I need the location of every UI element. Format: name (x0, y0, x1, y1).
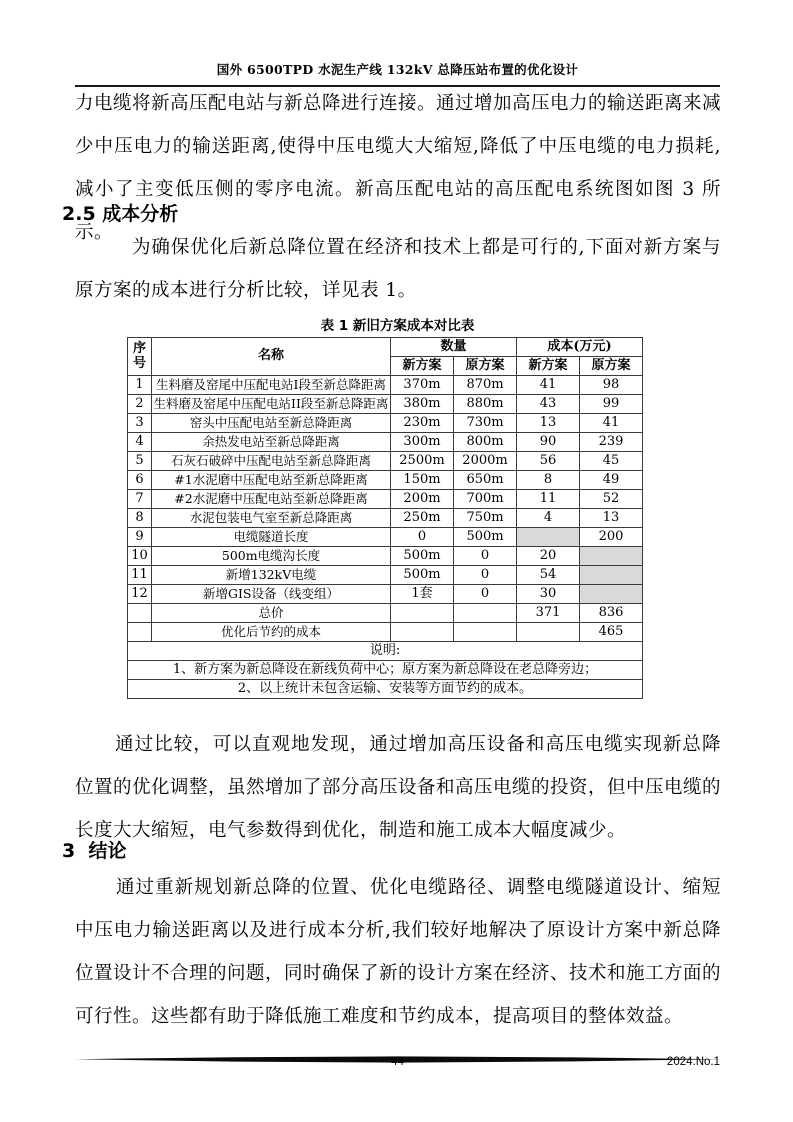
table-cell-cost_new: 43 (517, 395, 580, 414)
table-note: 说明: (128, 642, 643, 661)
table-cell-qty_new: 200m (391, 490, 454, 509)
column-header-qty-old: 原方案 (454, 357, 517, 376)
table-row (128, 395, 643, 414)
table-cell-qty_old: 500m (454, 528, 517, 547)
table-cell-no: 5 (128, 452, 152, 471)
page-footer (75, 1056, 720, 1068)
table-cell-cost_old: 13 (580, 509, 643, 528)
table-cell-qty_new (391, 623, 454, 642)
table-cell-name: 水泥包装电气室至新总降距离 (152, 509, 391, 528)
table-cell-qty_new: 250m (391, 509, 454, 528)
table-cell-cost_new: 90 (517, 433, 580, 452)
table-cell-cost_old (580, 566, 643, 585)
table-cell-cost_new: 41 (517, 376, 580, 395)
table-note: 2、以上统计未包含运输、安装等方面节约的成本。 (128, 680, 643, 699)
table-cell-qty_new (391, 604, 454, 623)
table-row (128, 604, 643, 623)
table-cell-qty_old: 2000m (454, 452, 517, 471)
table-note-row (128, 642, 643, 661)
table-cell-no: 10 (128, 547, 152, 566)
table-cell-cost_new: 30 (517, 585, 580, 604)
table-cell-name: 新增GIS设备（线变组） (152, 585, 391, 604)
table-cell-cost_old (580, 547, 643, 566)
table-cell-qty_old: 0 (454, 547, 517, 566)
table-cell-no: 2 (128, 395, 152, 414)
table-cell-qty_old: 0 (454, 585, 517, 604)
table-header-row-1 (128, 338, 643, 357)
table-caption: 表 1 新旧方案成本对比表 (320, 318, 475, 334)
table-cell-cost_new: 11 (517, 490, 580, 509)
table-cell-no: 12 (128, 585, 152, 604)
table-cell-name: #2水泥磨中压配电站至新总降距离 (152, 490, 391, 509)
table-row (128, 509, 643, 528)
table-cell-qty_new: 0 (391, 528, 454, 547)
table-cell-qty_old: 0 (454, 566, 517, 585)
table-row (128, 547, 643, 566)
column-header-name: 名称 (152, 338, 391, 376)
issue-label: 2024.No.1 (666, 1056, 720, 1068)
table-cell-no: 1 (128, 376, 152, 395)
table-row (128, 433, 643, 452)
table-cell-qty_old: 870m (454, 376, 517, 395)
table-cell-cost_old (580, 585, 643, 604)
column-header-qty-new: 新方案 (391, 357, 454, 376)
table-cell-qty_new: 150m (391, 471, 454, 490)
running-head-title: 国外 6500TPD 水泥生产线 132kV 总降压站布置的优化设计 (216, 62, 579, 77)
table-cell-qty_old: 750m (454, 509, 517, 528)
table-cell-no: 11 (128, 566, 152, 585)
table-cell-no: 8 (128, 509, 152, 528)
table-cell-qty_old: 730m (454, 414, 517, 433)
paragraph-comparison-result: 通过比较，可以直观地发现，通过增加高压设备和高压电缆实现新总降位置的优化调整，虽然增加了部分高压设备和高压电缆的投资，但中压电缆的长度大大缩短，电气参数得到优化，制造和施工成本大幅度减少。 (75, 734, 722, 841)
table-cell-cost_new: 54 (517, 566, 580, 585)
table-cell-cost_old: 49 (580, 471, 643, 490)
paragraph-conclusion: 通过重新规划新总降的位置、优化电缆路径、调整电缆隧道设计、缩短中压电力输送距离以及进行成本分析,我们较好地解决了原设计方案中新总降位置设计不合理的问题，同时确保了新的设计方案在经济、技术和施工方面的可行性。这些都有助于降低施工难度和节约成本，提高项目的整体效益。 (75, 877, 722, 1027)
table-note-row (128, 680, 643, 699)
column-header-cost-new: 新方案 (517, 357, 580, 376)
table-cell-cost_old: 836 (580, 604, 643, 623)
table-cell-cost_old: 52 (580, 490, 643, 509)
table-cell-no: 7 (128, 490, 152, 509)
column-header-cost-old: 原方案 (580, 357, 643, 376)
column-group-cost: 成本(万元) (517, 338, 643, 357)
table-row (128, 585, 643, 604)
table-cell-qty_new: 500m (391, 566, 454, 585)
cost-comparison-table (127, 337, 643, 699)
table-cell-cost_old: 98 (580, 376, 643, 395)
table-cell-no: 6 (128, 471, 152, 490)
table-cell-qty_old: 880m (454, 395, 517, 414)
paragraph-cost-intro: 为确保优化后新总降位置在经济和技术上都是可行的,下面对新方案与原方案的成本进行分析比较，详见表 1。 (75, 237, 721, 301)
table-cell-qty_old (454, 623, 517, 642)
table-note-row (128, 661, 643, 680)
table-header (128, 338, 643, 376)
paragraph-cable-connection: 力电缆将新高压配电站与新总降进行连接。通过增加高压电力的输送距离来减少中压电力的输送距离,使得中压电缆大大缩短,降低了中压电缆的电力损耗,减小了主变低压侧的零序电流。新高压配电站的高压配电系统图如图 3 所示。 (75, 93, 722, 243)
table-cell-name: #1水泥磨中压配电站至新总降距离 (152, 471, 391, 490)
table-cell-name: 窑头中压配电站至新总降距离 (152, 414, 391, 433)
table-cell-cost_new (517, 623, 580, 642)
table-cell-cost_new: 56 (517, 452, 580, 471)
table-cell-qty_new: 300m (391, 433, 454, 452)
table-cell-cost_new: 8 (517, 471, 580, 490)
column-group-quantity: 数量 (391, 338, 517, 357)
table-cell-name: 新增132kV电缆 (152, 566, 391, 585)
table-cell-cost_new (517, 528, 580, 547)
table-note: 1、新方案为新总降设在新线负荷中心；原方案为新总降设在老总降旁边； (128, 661, 643, 680)
table-cell-cost_old: 45 (580, 452, 643, 471)
table-row (128, 414, 643, 433)
table-cell-qty_old (454, 604, 517, 623)
table-cell-cost_old: 239 (580, 433, 643, 452)
table-cell-no (128, 604, 152, 623)
table-cell-name: 生料磨及窑尾中压配电站I段至新总降距离 (152, 376, 391, 395)
table-cell-name: 余热发电站至新总降距离 (152, 433, 391, 452)
page-number: 44 (391, 1056, 404, 1068)
table-cell-no: 9 (128, 528, 152, 547)
table-cell-name: 总价 (152, 604, 391, 623)
table-cell-no (128, 623, 152, 642)
table-cell-name: 石灰石破碎中压配电站至新总降距离 (152, 452, 391, 471)
table-cell-qty_new: 380m (391, 395, 454, 414)
table-cell-cost_old: 200 (580, 528, 643, 547)
cost-table-body (128, 376, 643, 699)
table-cell-no: 3 (128, 414, 152, 433)
table-row (128, 566, 643, 585)
table-cell-name: 500m电缆沟长度 (152, 547, 391, 566)
table-cell-cost_new: 13 (517, 414, 580, 433)
table-cell-cost_old: 99 (580, 395, 643, 414)
table-cell-cost_new: 371 (517, 604, 580, 623)
section-heading-2-5: 2.5 成本分析 (62, 203, 179, 225)
table-cell-name: 电缆隧道长度 (152, 528, 391, 547)
table-cell-qty_new: 370m (391, 376, 454, 395)
table-cell-qty_old: 800m (454, 433, 517, 452)
table-cell-qty_new: 230m (391, 414, 454, 433)
table-cell-qty_new: 500m (391, 547, 454, 566)
table-cell-cost_new: 20 (517, 547, 580, 566)
table-row (128, 471, 643, 490)
table-row (128, 376, 643, 395)
table-cell-qty_new: 2500m (391, 452, 454, 471)
table-cell-qty_old: 650m (454, 471, 517, 490)
table-cell-cost_old: 465 (580, 623, 643, 642)
table-cell-qty_old: 700m (454, 490, 517, 509)
table-cell-cost_new: 4 (517, 509, 580, 528)
table-row (128, 528, 643, 547)
table-cell-no: 4 (128, 433, 152, 452)
table-row (128, 452, 643, 471)
table-cell-qty_new: 1套 (391, 585, 454, 604)
table-row (128, 490, 643, 509)
column-header-no: 序号 (128, 338, 152, 376)
table-row (128, 623, 643, 642)
table-cell-name: 生料磨及窑尾中压配电站II段至新总降距离 (152, 395, 391, 414)
section-heading-3: 3 结论 (62, 840, 127, 862)
table-cell-cost_old: 41 (580, 414, 643, 433)
table-cell-name: 优化后节约的成本 (152, 623, 391, 642)
